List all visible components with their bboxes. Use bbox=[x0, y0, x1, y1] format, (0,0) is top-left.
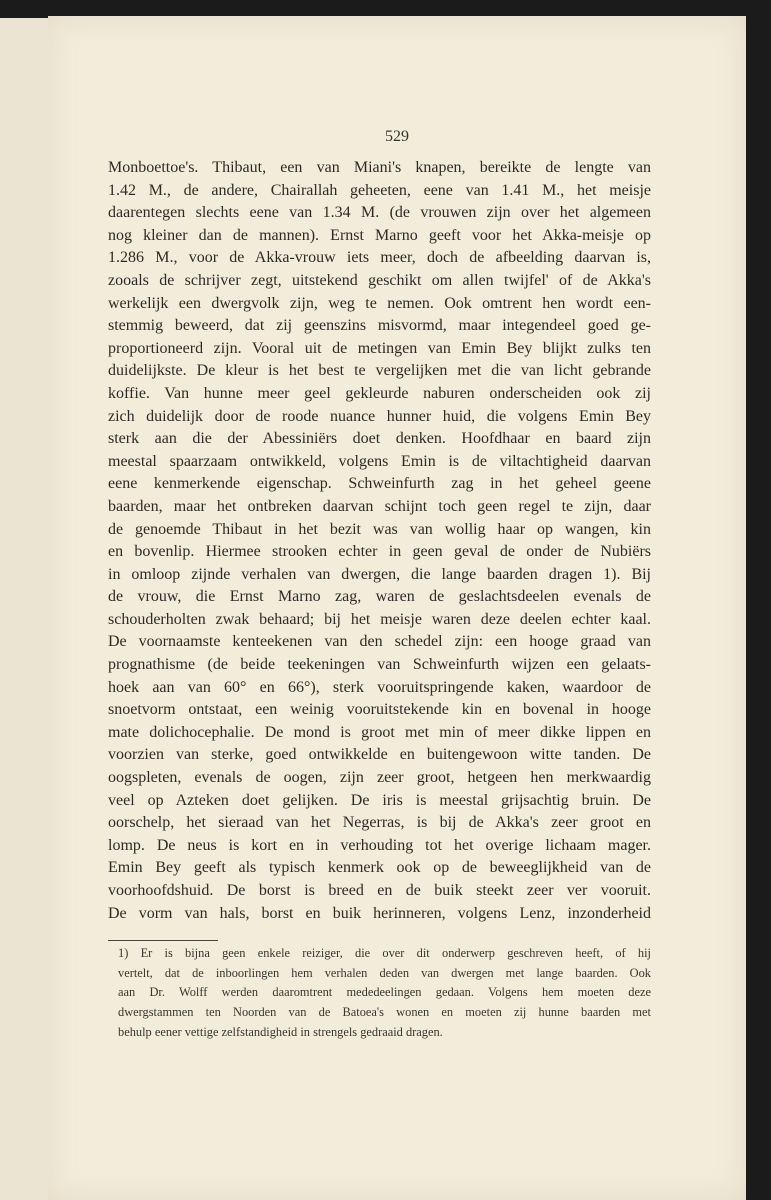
text-line: de vrouw, die Ernst Marno zag, waren de geslachtsdeelen evenals de bbox=[108, 588, 651, 606]
footnote bbox=[108, 944, 651, 1043]
text-line: zich duidelijk door de roode nuance hunner huid, die volgens Emin Bey bbox=[108, 407, 651, 425]
text-line: daarentegen slechts eene van 1.34 M. (de vrouwen zijn over het algemeen bbox=[108, 204, 651, 222]
text-line: oogspleten, evenals de oogen, zijn zeer groot, hetgeen hen merkwaardig bbox=[108, 769, 651, 787]
text-line: voorzien van sterke, goed ontwikkelde en buitengewoon witte tanden. De bbox=[108, 746, 651, 764]
text-line: lomp. De neus is kort en in verhouding tot het overige lichaam mager. bbox=[108, 836, 651, 854]
text-line: mate dolichocephalie. De mond is groot met min of meer dikke lippen en bbox=[108, 723, 651, 741]
book-page bbox=[48, 16, 746, 1200]
text-line: eene kenmerkende eigenschap. Schweinfurth zag in het geheel geene bbox=[108, 475, 651, 493]
text-line: sterk aan die der Abessiniërs doet denken. Hoofdhaar en baard zijn bbox=[108, 430, 651, 448]
text-line: duidelijkste. De kleur is het best te vergelijken met die van licht gebrande bbox=[108, 362, 651, 380]
text-line: veel op Azteken doet gelijken. De iris is meestal grijsachtig bruin. De bbox=[108, 791, 651, 809]
text-line: baarden, maar het ontbreken daarvan schijnt toch geen regel te zijn, daar bbox=[108, 497, 651, 515]
page-number: 529 bbox=[385, 128, 409, 145]
text-line: meestal spaarzaam ontwikkeld, volgens Emin is de viltachtigheid daarvan bbox=[108, 452, 651, 470]
text-line: De voornaamste kenteekenen van den schedel zijn: een hooge graad van bbox=[108, 633, 651, 651]
text-line: De vorm van hals, borst en buik herinneren, volgens Lenz, inzonderheid bbox=[108, 904, 651, 922]
text-line: 1.286 M., voor de Akka-vrouw iets meer, doch de afbeelding daarvan is, bbox=[108, 249, 651, 267]
text-line: prognathisme (de beide teekeningen van Schweinfurth wijzen een gelaats- bbox=[108, 656, 651, 674]
text-line: proportioneerd zijn. Vooral uit de metingen van Emin Bey blijkt zulks ten bbox=[108, 339, 651, 357]
text-line: en bovenlip. Hiermee strooken echter in geen geval de onder de Nubiërs bbox=[108, 543, 651, 561]
footnote-divider bbox=[108, 940, 218, 941]
footnote-line: dwergstammen ten Noorden van de Batoea's wonen en moeten zij hunne baarden met bbox=[118, 1005, 651, 1020]
footnote-line: vertelt, dat de inboorlingen hem verhalen deden van dwergen met lange baarden. Ook bbox=[118, 965, 651, 980]
text-line: schouderholten zwak behaard; bij het meisje waren deze deelen echter kaal. bbox=[108, 610, 651, 628]
text-line: Emin Bey geeft als typisch kenmerk ook op de beweeglijkheid van de bbox=[108, 859, 651, 877]
previous-page-edge bbox=[0, 18, 49, 1200]
footnote-line: behulp eener vettige zelfstandigheid in strengels gedraaid dragen. bbox=[118, 1024, 443, 1039]
text-line: werkelijk een dwergvolk zijn, weg te nemen. Ook omtrent hen wordt een- bbox=[108, 294, 651, 312]
text-line: snoetvorm ontstaat, een weinig vooruitstekende kin en bovenal in hooge bbox=[108, 701, 651, 719]
text-line: nog kleiner dan de mannen). Ernst Marno geeft voor het Akka-meisje op bbox=[108, 226, 651, 244]
footnote-line: aan Dr. Wolff werden daaromtrent mededeelingen gedaan. Volgens hem moeten deze bbox=[118, 985, 651, 1000]
text-line: 1.42 M., de andere, Chairallah geheeten, eene van 1.41 M., het meisje bbox=[108, 181, 651, 199]
footnote-line: 1) Er is bijna geen enkele reiziger, die over dit onderwerp geschreven heeft, of hij bbox=[118, 946, 651, 960]
text-line: voorhoofdshuid. De borst is breed en de buik steekt zeer ver vooruit. bbox=[108, 882, 651, 899]
text-line: hoek aan van 60° en 66°), sterk vooruitspringende kaken, waardoor de bbox=[108, 678, 651, 696]
text-line: Monboettoe's. Thibaut, een van Miani's knapen, bereikte de lengte van bbox=[108, 159, 651, 176]
body-text bbox=[108, 157, 651, 925]
text-line: zooals de schrijver zegt, uitstekend geschikt om allen twijfel' of de Akka's bbox=[108, 271, 651, 289]
text-line: oorschelp, het sieraad van het Negerras, is bij de Akka's zeer groot en bbox=[108, 814, 651, 832]
text-line: in omloop zijnde verhalen van dwergen, die lange baarden dragen 1). Bij bbox=[108, 565, 651, 583]
text-line: koffie. Van hunne meer geel gekleurde naburen onderscheiden ook zij bbox=[108, 384, 651, 402]
text-line: stemmig beweerd, dat zij geenszins misvormd, maar integendeel goed ge- bbox=[108, 317, 651, 335]
text-line: de genoemde Thibaut in het bezit was van wollig haar op wangen, kin bbox=[108, 520, 651, 538]
